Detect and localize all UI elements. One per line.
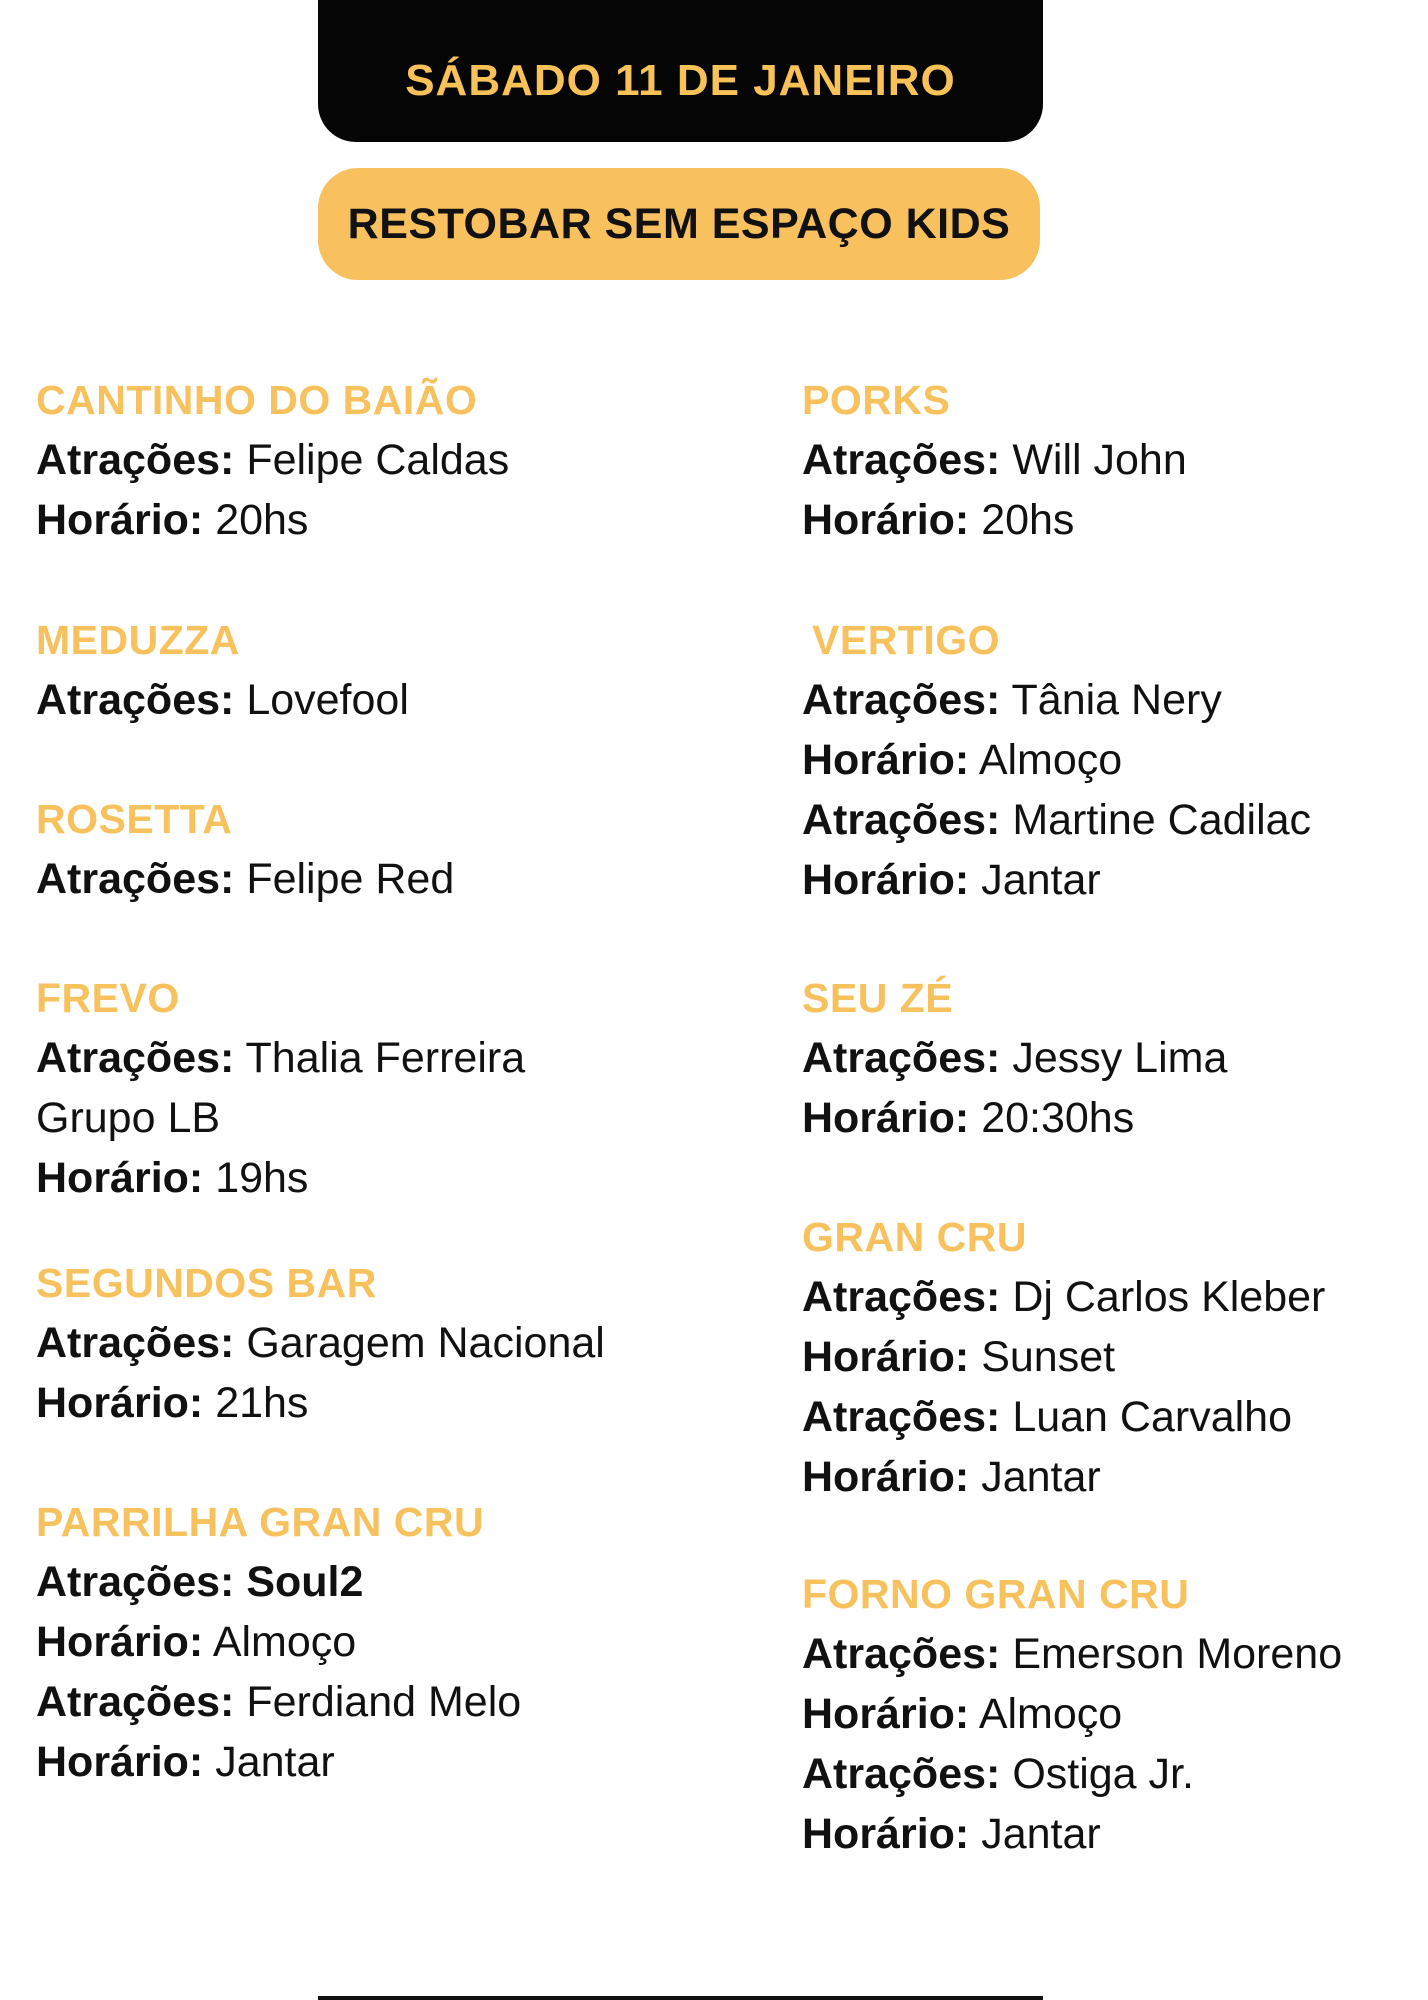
venue-line <box>36 1373 605 1433</box>
line-label: Horário: <box>802 856 970 904</box>
line-value: Ferdiand Melo <box>246 1678 522 1726</box>
venue-block <box>36 968 525 1208</box>
line-label: Horário: <box>802 496 970 544</box>
venue-line <box>36 1552 521 1612</box>
line-label: Horário: <box>802 1690 970 1738</box>
venue-line <box>36 430 509 490</box>
footer-divider <box>318 1996 1043 2000</box>
venue-name: FREVO <box>36 975 180 1021</box>
line-value: Felipe Caldas <box>246 436 510 484</box>
venue-block <box>36 789 454 909</box>
venue-block <box>802 968 1227 1148</box>
line-value: Jantar <box>981 1453 1101 1501</box>
line-label: Atrações: <box>36 1558 235 1606</box>
line-label: Horário: <box>36 1154 204 1202</box>
line-value: Jantar <box>981 1810 1101 1858</box>
line-value: Jessy Lima <box>1012 1034 1228 1082</box>
venue-line <box>802 1624 1342 1684</box>
venue-line <box>802 1267 1325 1327</box>
venue-line <box>802 490 1187 550</box>
venue-block <box>802 1564 1342 1864</box>
venue-line <box>36 1088 525 1148</box>
date-banner <box>318 0 1043 142</box>
line-value: Ostiga Jr. <box>1012 1750 1194 1798</box>
venue-line <box>802 1028 1227 1088</box>
line-value: 20hs <box>215 496 309 544</box>
venue-line <box>36 1028 525 1088</box>
venue-name: PORKS <box>802 377 951 423</box>
line-label: Atrações: <box>36 1034 235 1082</box>
line-value: Jantar <box>981 856 1101 904</box>
line-label: Horário: <box>802 1333 970 1381</box>
venue-block <box>36 370 509 550</box>
line-label: Horário: <box>802 736 970 784</box>
venue-line <box>36 670 409 730</box>
line-label: Horário: <box>802 1453 970 1501</box>
venue-block <box>802 610 1311 910</box>
venue-line <box>802 1327 1325 1387</box>
venue-line <box>36 490 509 550</box>
venue-block <box>36 1492 521 1792</box>
line-label: Atrações: <box>36 1678 235 1726</box>
venue-line <box>802 730 1311 790</box>
line-label: Atrações: <box>802 436 1001 484</box>
venue-line <box>802 1088 1227 1148</box>
line-label: Horário: <box>36 496 204 544</box>
venue-name: GRAN CRU <box>802 1214 1027 1260</box>
line-label: Atrações: <box>36 436 235 484</box>
line-value: Tânia Nery <box>1011 676 1222 724</box>
line-value: Sunset <box>981 1333 1116 1381</box>
venue-category-label: RESTOBAR SEM ESPAÇO KIDS <box>347 199 1011 248</box>
line-label: Atrações: <box>802 1630 1001 1678</box>
venue-block <box>802 1207 1325 1507</box>
venue-line <box>36 1313 605 1373</box>
line-value: 21hs <box>215 1379 309 1427</box>
venue-line <box>802 850 1311 910</box>
line-value: Jantar <box>215 1738 335 1786</box>
venue-name: SEU ZÉ <box>802 975 954 1021</box>
venue-name: VERTIGO <box>812 617 1001 663</box>
venue-line <box>802 1387 1325 1447</box>
line-value: Almoço <box>212 1618 357 1666</box>
venue-line <box>36 1612 521 1672</box>
line-value: Garagem Nacional <box>246 1319 605 1367</box>
venue-block <box>36 610 409 730</box>
line-label: Atrações: <box>802 1750 1001 1798</box>
line-label: Atrações: <box>36 855 235 903</box>
line-value: Will John <box>1012 436 1187 484</box>
event-date: SÁBADO 11 DE JANEIRO <box>405 56 956 105</box>
line-label: Atrações: <box>802 1273 1001 1321</box>
venue-name: MEDUZZA <box>36 617 240 663</box>
line-label: Horário: <box>36 1379 204 1427</box>
line-value: Luan Carvalho <box>1012 1393 1293 1441</box>
venue-line <box>802 1447 1325 1507</box>
venue-name: FORNO GRAN CRU <box>802 1571 1190 1617</box>
venue-line <box>802 1684 1342 1744</box>
venue-block <box>36 1253 605 1433</box>
line-label: Atrações: <box>802 1393 1001 1441</box>
line-value: Felipe Red <box>246 855 455 903</box>
line-value: Almoço <box>978 1690 1123 1738</box>
venue-line <box>36 1732 521 1792</box>
venue-name: PARRILHA GRAN CRU <box>36 1499 485 1545</box>
line-label: Atrações: <box>802 796 1001 844</box>
venue-name: ROSETTA <box>36 796 233 842</box>
venue-name: SEGUNDOS BAR <box>36 1260 377 1306</box>
venue-line <box>802 670 1311 730</box>
line-value: Dj Carlos Kleber <box>1012 1273 1326 1321</box>
line-value: Martine Cadilac <box>1012 796 1312 844</box>
venue-line <box>802 1744 1342 1804</box>
venue-name: CANTINHO DO BAIÃO <box>36 377 478 423</box>
venue-line <box>802 790 1311 850</box>
line-value: Almoço <box>978 736 1123 784</box>
line-label: Atrações: <box>36 676 235 724</box>
venue-line <box>36 1672 521 1732</box>
line-label: Atrações: <box>802 1034 1001 1082</box>
line-value: Emerson Moreno <box>1012 1630 1343 1678</box>
venue-line <box>36 849 454 909</box>
venue-line <box>36 1148 525 1208</box>
line-value: Grupo LB <box>36 1094 221 1142</box>
line-label: Atrações: <box>802 676 1001 724</box>
line-label: Horário: <box>36 1618 204 1666</box>
line-label: Horário: <box>802 1094 970 1142</box>
line-label: Horário: <box>36 1738 204 1786</box>
venue-block <box>802 370 1187 550</box>
line-value: 19hs <box>215 1154 309 1202</box>
venue-line <box>802 430 1187 490</box>
line-value: 20hs <box>981 496 1075 544</box>
venue-line <box>802 1804 1342 1864</box>
line-label: Horário: <box>802 1810 970 1858</box>
venue-category-pill <box>318 168 1040 280</box>
line-value: Thalia Ferreira <box>245 1034 526 1082</box>
line-value: 20:30hs <box>981 1094 1135 1142</box>
line-value: Lovefool <box>246 676 409 724</box>
line-label: Atrações: <box>36 1319 235 1367</box>
line-value: Soul2 <box>246 1558 364 1606</box>
